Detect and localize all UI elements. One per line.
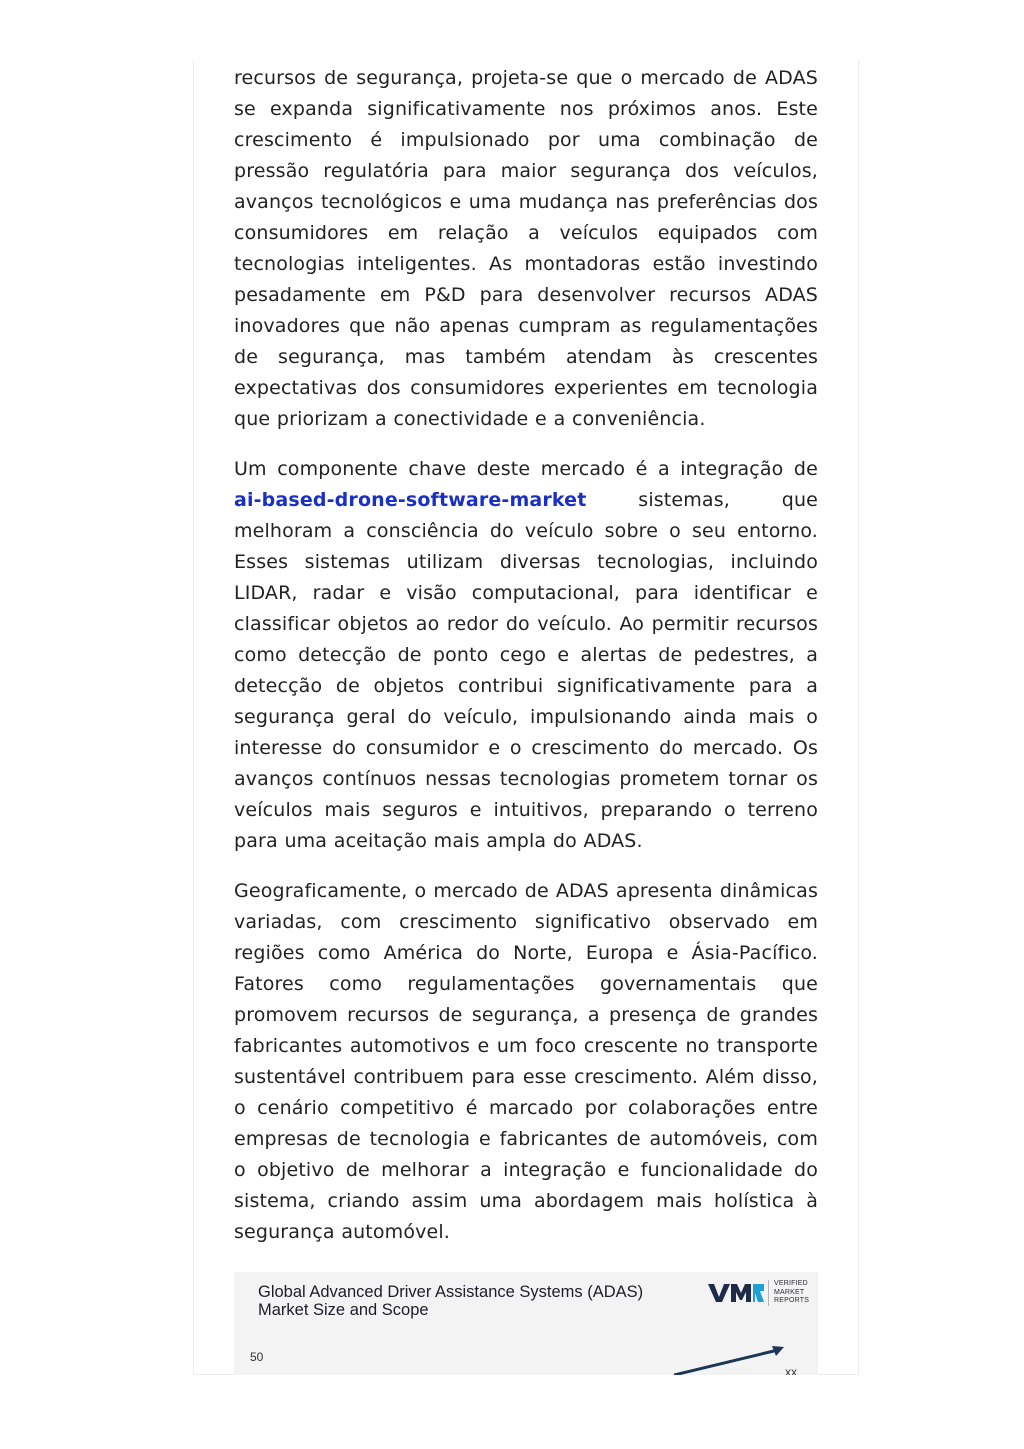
logo-line-2: MARKET (774, 1288, 805, 1296)
banner-title-line-1: Global Advanced Driver Assistance Systems (ADAS) (258, 1283, 644, 1301)
article-body (234, 63, 818, 1267)
banner-title-line-2: Market Size and Scope (258, 1301, 429, 1319)
report-banner (234, 1272, 818, 1375)
logo-divider (768, 1280, 769, 1306)
logo-wordmark (774, 1280, 809, 1306)
banner-title (258, 1283, 668, 1319)
paragraph-1: recursos de segurança, projeta-se que o mercado de ADAS se expanda significativamente nos próximos anos. Este crescimento é impulsionado por uma combinação de pressão regulatória para maior segurança dos veículos, avanços tecnológicos e uma mudança nas preferências dos consumidores em relação a veículos equipados com tecnologias inteligentes. As montadoras estão investindo pesadamente em P&D para desenvolver recursos ADAS inovadores que não apenas cumpram as regulamentações de segurança, mas também atendam às crescentes expectativas dos consumidores experientes em tecnologia que priorizam a conectividade e a conveniência. (234, 67, 818, 430)
paragraph-2-lead: Um componente chave deste mercado é a integração de (234, 458, 818, 480)
paragraph-2-rest: sistemas, que melhoram a consciência do veículo sobre o seu entorno. Esses sistemas utilizam diversas tecnologias, incluindo LIDAR, radar e visão computacional, para identificar e classificar objetos ao redor do veículo. Ao permitir recursos como detecção de ponto cego e alertas de pedestres, a detecção de objetos contribui significativamente para a segurança geral do veículo, impulsionando ainda mais o interesse do consumidor e o crescimento do mercado. Os avanços contínuos nessas tecnologias prometem tornar os veículos mais seguros e intuitivos, preparando o terreno para uma aceitação mais ampla do ADAS. (234, 489, 818, 852)
logo-line-1: VERIFIED (774, 1280, 808, 1287)
vmr-logo-mark (708, 1282, 764, 1304)
paragraph-3: Geograficamente, o mercado de ADAS apresenta dinâmicas variadas, com crescimento significativo observado em regiões como América do Norte, Europa e Ásia-Pacífico. Fatores como regulamentações governamentais que promovem recursos de segurança, a presença de grandes fabricantes automotivos e um foco crescente no transporte sustentável contribuem para esse crescimento. Além disso, o cenário competitivo é marcado por colaborações entre empresas de tecnologia e fabricantes de automóveis, com o objetivo de melhorar a integração e funcionalidade do sistema, criando assim uma abordagem mais holística à segurança automóvel. (234, 880, 818, 1243)
trend-arrow-icon (674, 1342, 794, 1375)
logo-line-3: REPORTS (774, 1297, 810, 1304)
end-value-label: xx (785, 1365, 797, 1375)
market-link[interactable]: ai-based-drone-software-market (234, 489, 587, 511)
start-value-label: 50 (250, 1350, 264, 1364)
paragraph-2 (234, 454, 818, 857)
vmr-logo (708, 1280, 818, 1308)
